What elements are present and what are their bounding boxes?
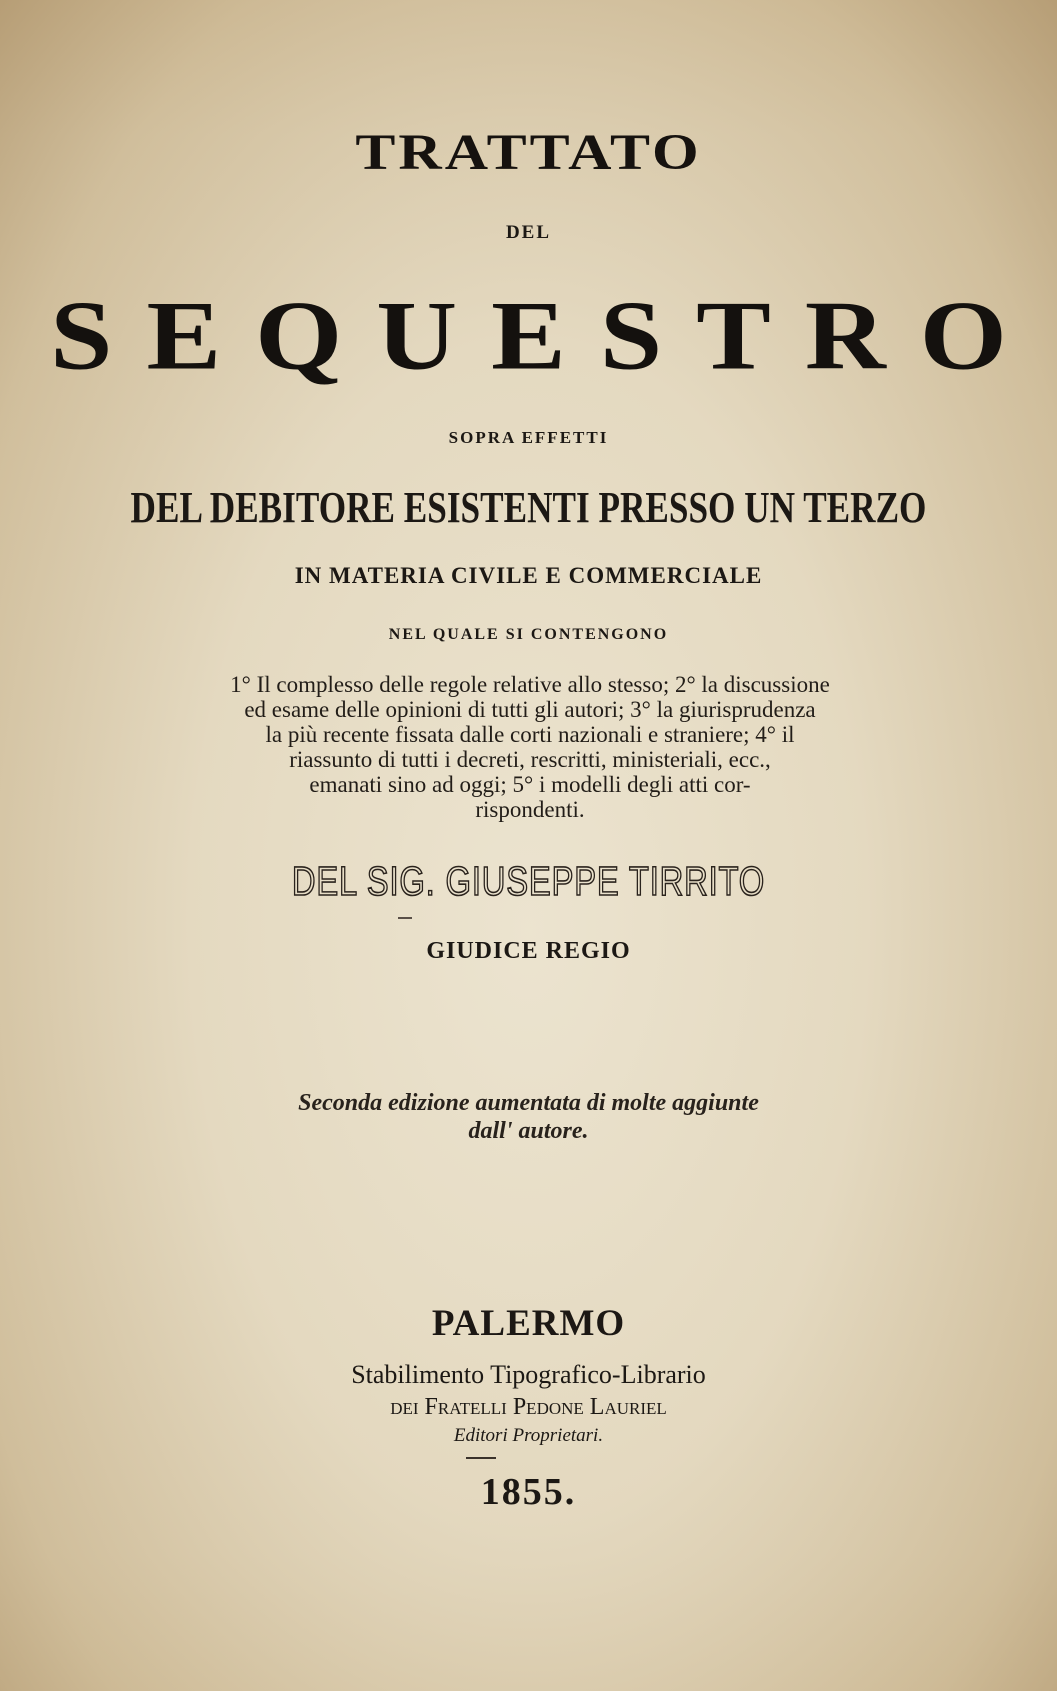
description-line: riassunto di tutti i decreti, rescritti, ministeriali, ecc.,	[289, 747, 771, 772]
subtitle-debitore: DEL DEBITORE ESISTENTI PRESSO UN TERZO	[130, 483, 927, 532]
nel-quale-heading: NEL QUALE SI CONTENGONO	[388, 626, 669, 643]
description-line: emanati sino ad oggi; 5° i modelli degli atti cor-	[309, 772, 751, 797]
imprint-year: 1855.	[480, 1471, 577, 1513]
title-del: DEL	[505, 222, 552, 243]
description-line: 1° Il complesso delle regole relative allo stesso; 2° la discussione	[230, 672, 830, 697]
subtitle-sopra-effetti: SOPRA EFFETTI	[448, 428, 609, 447]
main-title-sequestro: SEQUESTRO	[50, 281, 1041, 391]
divider	[466, 1457, 496, 1459]
description-line: rispondenti.	[475, 797, 585, 822]
edition-line: dall' autore.	[468, 1118, 589, 1144]
edition-line: Seconda edizione aumentata di molte aggiunte	[298, 1090, 759, 1116]
publisher-line-3: Editori Proprietari.	[453, 1425, 604, 1446]
description-line: la più recente fissata dalle corti nazionali e straniere; 4° il	[265, 722, 795, 747]
divider	[398, 917, 412, 919]
title-trattato: TRATTATO	[355, 124, 702, 181]
imprint-place: PALERMO	[431, 1303, 626, 1344]
edition-note	[0, 1089, 1057, 1145]
contents-description	[80, 672, 980, 822]
publisher-line-2: dei Fratelli Pedone Lauriel	[390, 1394, 667, 1420]
subtitle-materia: IN MATERIA CIVILE E COMMERCIALE	[294, 563, 763, 588]
publisher-line-1: Stabilimento Tipografico-Librario	[351, 1360, 706, 1389]
description-line: ed esame delle opinioni di tutti gli autori; 3° la giurisprudenza	[244, 697, 816, 722]
author-name: DEL SIG. GIUSEPPE TIRRITO	[291, 858, 766, 904]
author-role: GIUDICE REGIO	[426, 938, 631, 964]
